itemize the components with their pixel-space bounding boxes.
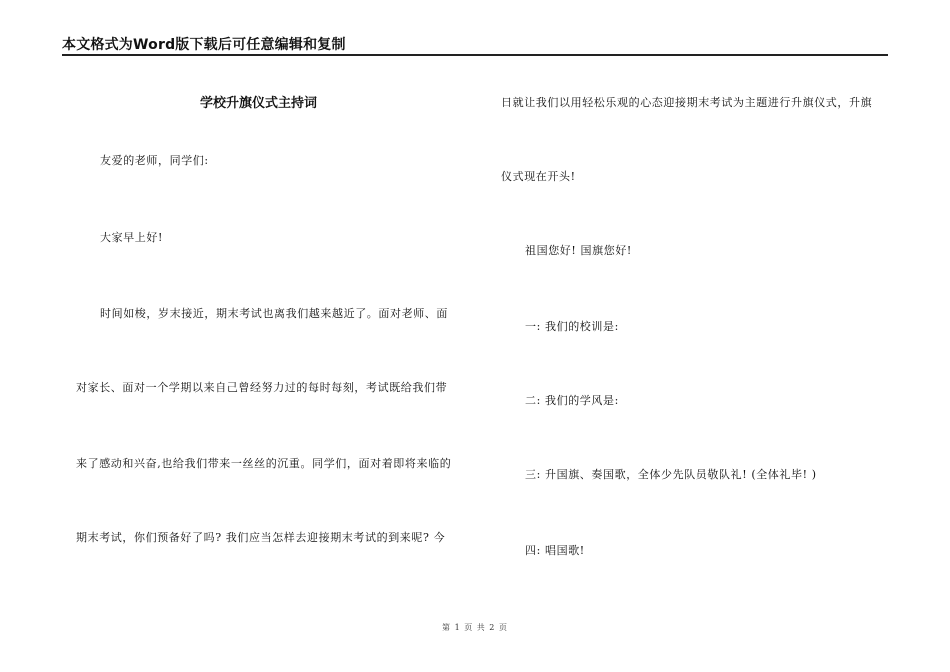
paragraph-line: 日就让我们以用轻松乐观的心态迎接期末考试为主题进行升旗仪式，升旗 — [501, 96, 873, 109]
page-indicator: 第 1 页 共 2 页 — [442, 623, 508, 632]
list-item: 四: 唱国歌! — [525, 544, 585, 557]
list-item: 一: 我们的校训是: — [525, 320, 619, 333]
header-text: 本文格式为Word版下载后可任意编辑和复制 — [62, 37, 346, 53]
document-title: 学校升旗仪式主持词 — [200, 96, 318, 111]
paragraph-line: 仪式现在开头! — [501, 170, 576, 183]
greeting-line: 友爱的老师，同学们: — [100, 154, 209, 167]
list-item: 三: 升国旗、奏国歌，全体少先队员敬队礼! (全体礼毕! ) — [525, 468, 817, 481]
right-column — [475, 0, 950, 672]
list-item: 二: 我们的学风是: — [525, 394, 619, 407]
paragraph-line: 来了感动和兴奋,也给我们带来一丝丝的沉重。同学们，面对着即将来临的 — [76, 457, 452, 470]
paragraph-line: 大家早上好! — [100, 231, 164, 244]
paragraph-line: 对家长、面对一个学期以来自己曾经努力过的每时每刻，考试既给我们带 — [76, 381, 448, 394]
paragraph-line: 祖国您好! 国旗您好! — [525, 244, 632, 257]
paragraph-line: 时间如梭，岁末接近，期末考试也离我们越来越近了。面对老师、面 — [100, 307, 448, 320]
paragraph-line: 期末考试，你们预备好了吗? 我们应当怎样去迎接期末考试的到来呢? 今 — [76, 531, 446, 544]
